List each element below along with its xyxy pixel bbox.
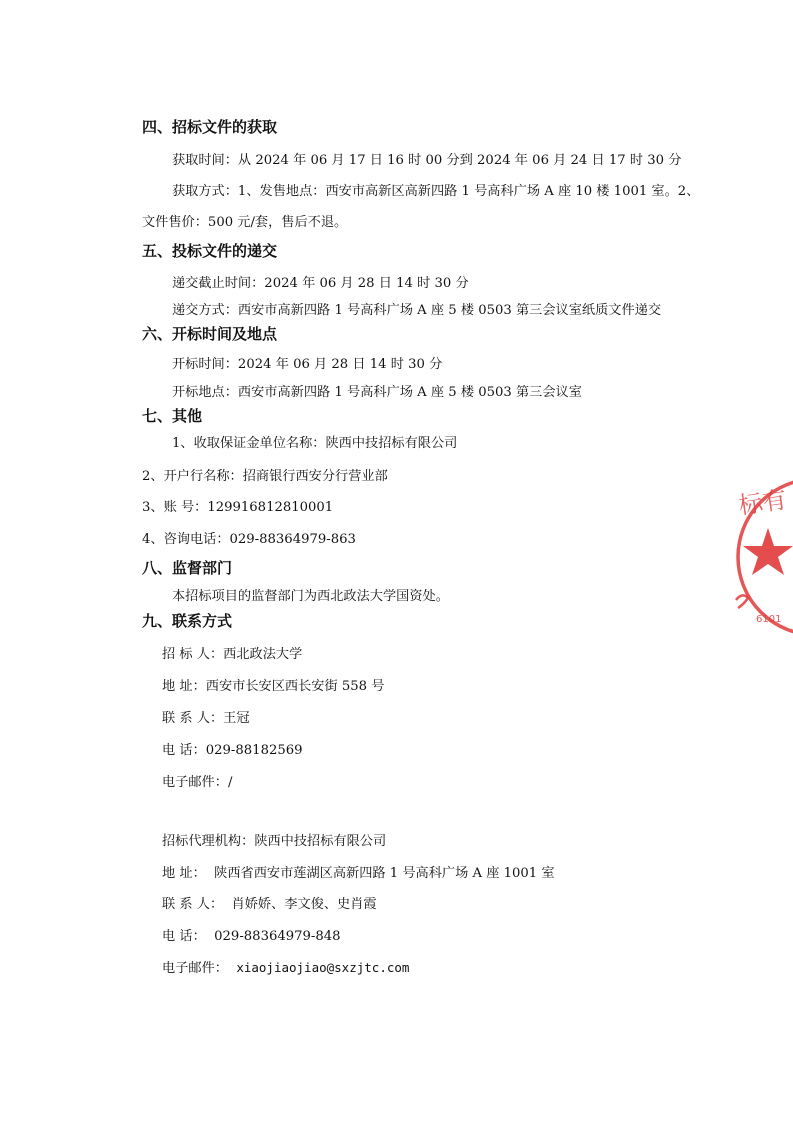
- tenderer-email: /: [227, 775, 233, 790]
- tenderer-phone-row: [162, 739, 303, 758]
- tenderer-email-label: 电子邮件：: [162, 775, 228, 790]
- star-icon: [743, 528, 793, 575]
- section-8-heading: 八、监督部门: [142, 559, 233, 577]
- agent-name-row: [162, 830, 386, 849]
- agent-phone-label: 电 话：: [162, 929, 206, 944]
- agent-name: 陕西中技招标有限公司: [254, 834, 387, 849]
- tenderer-phone: 029-88182569: [205, 743, 303, 758]
- agent-contact-label: 联 系 人：: [162, 897, 224, 912]
- section-5-heading: 五、投标文件的递交: [142, 242, 278, 260]
- tenderer-name-row: [162, 643, 302, 662]
- other-item-2: 2、开户行名称：招商银行西安分行营业部: [142, 469, 388, 484]
- agent-email-label: 电子邮件：: [162, 961, 228, 976]
- agent-email-row: [162, 957, 409, 976]
- tenderer-phone-label: 电 话：: [162, 743, 206, 758]
- official-seal-icon: [726, 470, 793, 645]
- agent-phone: 029-88364979-848: [214, 929, 341, 944]
- seal-text-top: 标有: [736, 485, 789, 520]
- supervision-text: 本招标项目的监督部门为西北政法大学国资处。: [172, 589, 449, 604]
- tenderer-contact-label: 联 系 人：: [162, 711, 224, 726]
- agent-phone-row: [162, 925, 341, 944]
- seal-mark-icon: [736, 595, 748, 608]
- tenderer-name: 西北政法大学: [223, 647, 303, 662]
- agent-contact: 肖娇娇、李文俊、史肖霞: [231, 897, 377, 912]
- submit-method: 递交方式：西安市高新四路 1 号高科广场 A 座 5 楼 0503 第三会议室纸质文件递交: [172, 303, 662, 318]
- tenderer-address-row: [162, 675, 384, 694]
- tenderer-contact-row: [162, 707, 250, 726]
- seal-code: 6101: [756, 614, 782, 625]
- agent-email: xiaojiaojiao@sxzjtc.com: [236, 960, 410, 975]
- section-4-heading: 四、招标文件的获取: [142, 118, 278, 136]
- agent-name-label: 招标代理机构：: [162, 834, 255, 849]
- other-item-1: 1、收取保证金单位名称：陕西中技招标有限公司: [172, 436, 458, 451]
- tenderer-contact: 王冠: [223, 711, 250, 726]
- open-place: 开标地点：西安市高新四路 1 号高科广场 A 座 5 楼 0503 第三会议室: [172, 385, 582, 400]
- submit-deadline: 递交截止时间：2024 年 06 月 28 日 14 时 30 分: [172, 276, 469, 291]
- acquire-time: 获取时间：从 2024 年 06 月 17 日 16 时 00 分到 2024 年 06 月 24 日 17 时 30 分: [172, 153, 682, 168]
- agent-address-label: 地 址：: [162, 866, 206, 881]
- section-6-heading: 六、开标时间及地点: [142, 325, 278, 343]
- tenderer-email-row: [162, 771, 232, 790]
- acquire-method: 获取方式：1、发售地点：西安市高新区高新四路 1 号高科广场 A 座 10 楼 1001 室。2、: [172, 184, 700, 199]
- tenderer-name-label: 招 标 人：: [162, 647, 224, 662]
- open-time: 开标时间：2024 年 06 月 28 日 14 时 30 分: [172, 357, 443, 372]
- acquire-method-cont: 文件售价：500 元/套，售后不退。: [142, 215, 348, 230]
- other-item-3: 3、账 号：129916812810001: [142, 500, 334, 515]
- section-9-heading: 九、联系方式: [142, 612, 233, 630]
- other-item-4: 4、咨询电话：029-88364979-863: [142, 532, 356, 547]
- tenderer-address-label: 地 址：: [162, 679, 206, 694]
- agent-contact-row: [162, 893, 377, 912]
- agent-address-row: [162, 862, 555, 881]
- agent-address: 陕西省西安市莲湖区高新四路 1 号高科广场 A 座 1001 室: [214, 866, 555, 881]
- tenderer-address: 西安市长安区西长安街 558 号: [205, 679, 385, 694]
- section-7-heading: 七、其他: [142, 407, 203, 425]
